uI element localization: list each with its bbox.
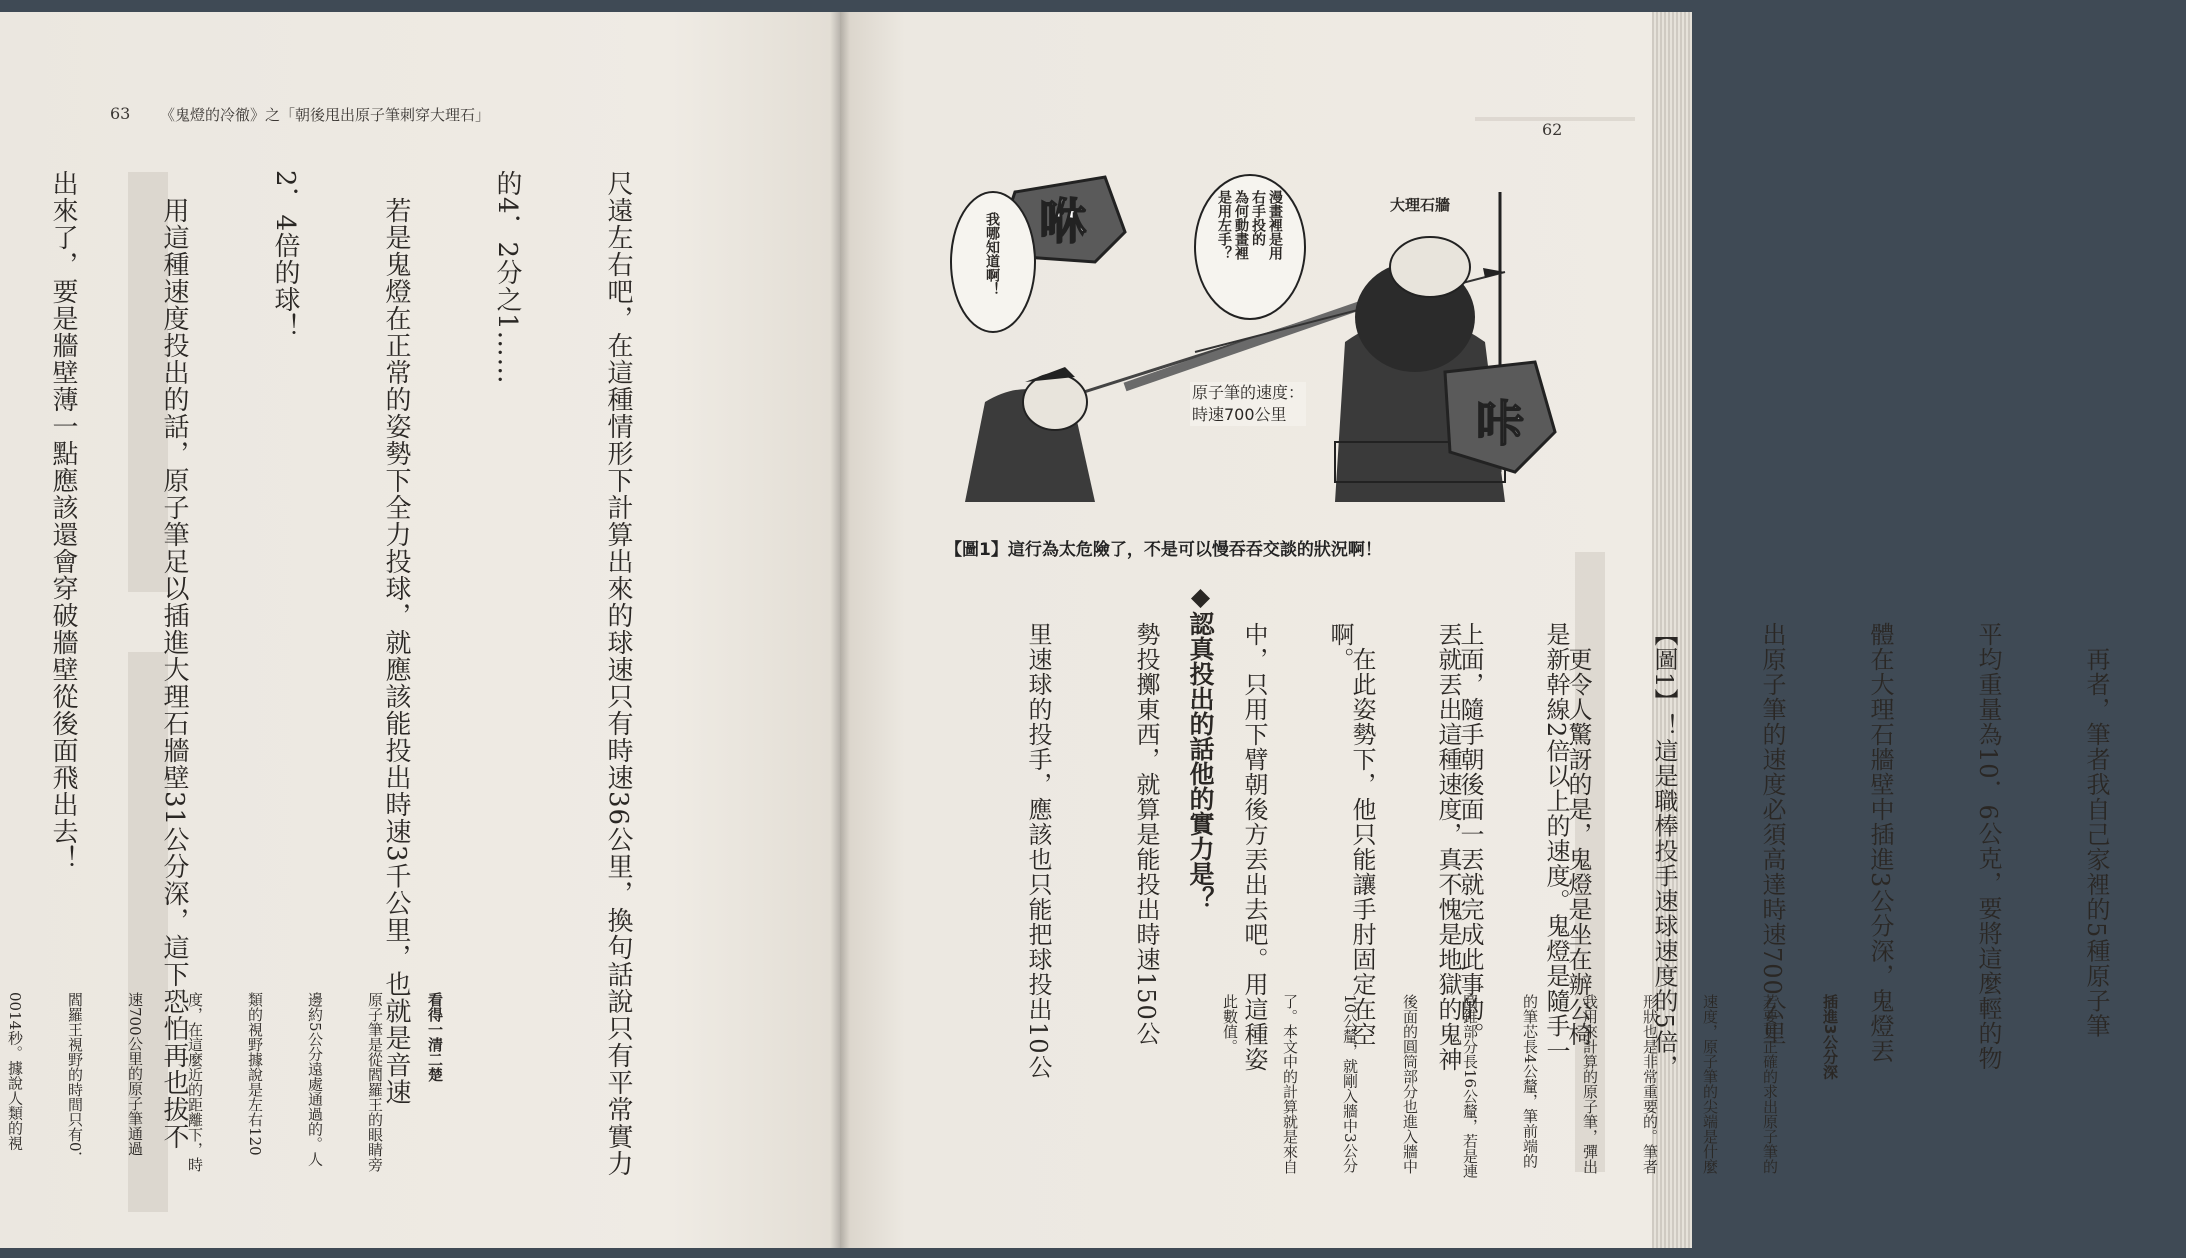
- note-line: 度，在這麼近的距離下，時: [186, 992, 204, 1172]
- text-line: 上面，隨手朝後面一丟就完成此事的。: [1456, 622, 1484, 1047]
- sfx-text-1: 咻: [1038, 194, 1088, 250]
- note-title: 看得一清二楚: [426, 992, 444, 1082]
- label-pen-speed-line: 原子筆的速度：: [1192, 383, 1305, 402]
- note-line: 閻羅王視野的時間只有0．: [66, 992, 84, 1167]
- text-line: 更令人驚訝的是，鬼燈是坐在辦公椅: [1564, 622, 1592, 1047]
- text-line: 出原子筆的速度必須高達時速700公里: [1758, 622, 1786, 1046]
- text-line: 尺遠左右吧，在這種情形下計算出來的球速只有時速36公里，換句話說只有平常實力: [603, 170, 633, 1178]
- text-line: 的4．2分之1……: [492, 170, 522, 385]
- text-line: 【圖1】！這是職棒投手速球速度的5倍，: [1650, 622, 1678, 1080]
- note-line: 的筆芯長4公釐，筆前端的: [1521, 994, 1539, 1169]
- note-title: 插進3公分深: [1821, 994, 1839, 1080]
- figure-caption: 【圖1】這行為太危險了，不是可以慢吞吞交談的狀況啊！: [945, 540, 1382, 560]
- section-heading: ◆認真投出的話他的實力是？: [1186, 582, 1215, 911]
- enma-face: [1390, 237, 1470, 297]
- note-line: 形狀也是非常重要的。筆者: [1641, 994, 1659, 1174]
- text-line: 再者，筆者我自己家裡的5種原子筆: [2082, 622, 2110, 1039]
- note-line: 速700公里的原子筆通過: [126, 992, 144, 1156]
- text-line: 若是鬼燈在正常的姿勢下全力投球，就應該能投出時速3千公里，也就是音速: [381, 170, 411, 1106]
- note-line: 原子筆是從閻羅王的眼睛旁: [366, 992, 384, 1172]
- book-spread: [0, 12, 2110, 1248]
- label-pen-speed-line: 時速700公里: [1192, 405, 1287, 424]
- text-line: 平均重量為10．6公克，要將這麼輕的物: [1974, 622, 2002, 1071]
- side-note-left: [0, 992, 485, 1222]
- note-line: 後面的圓筒部分也進入牆中: [1401, 994, 1419, 1174]
- label-marble-wall: 大理石牆: [1390, 196, 1451, 214]
- bubble-text-left: 我哪知道啊！: [984, 212, 1000, 296]
- note-line: 類的視野據說是左右120: [246, 992, 264, 1156]
- bubble-line: 漫畫裡是用: [1267, 190, 1283, 260]
- note-line: 圓錐部分長16公釐，若是連: [1461, 994, 1479, 1179]
- page-number-left: 63: [110, 104, 131, 123]
- text-line: 體在大理石牆壁中插進3公分深，鬼燈丟: [1866, 622, 1894, 1064]
- text-line: 是新幹線2倍以上的速度。鬼燈是隨手一: [1542, 622, 1570, 1064]
- note-line: 我用來計算的原子筆，彈出: [1581, 994, 1599, 1174]
- text-line: 啊。: [1326, 622, 1354, 672]
- bleed-through-line: [1475, 117, 1635, 121]
- bubble-line: 為何動畫裡: [1233, 190, 1249, 260]
- note-line: 若要更正確的求出原子筆的: [1761, 994, 1779, 1174]
- hozuki-head: [1023, 374, 1087, 430]
- note-line: 10公釐，就剛入牆中3公分: [1341, 994, 1359, 1173]
- bubble-line: 是用左手？: [1216, 190, 1232, 260]
- left-page: [0, 12, 840, 1248]
- text-line: 里速球的投手，應該也只能把球投出10公: [1024, 622, 1052, 1080]
- note-line: 0014秒。據說人類的視: [6, 992, 24, 1151]
- figure-1-illustration: [945, 172, 1585, 532]
- sfx-text-2: 咔: [1475, 396, 1525, 452]
- running-head: 《鬼燈的冷徹》之「朝後甩出原子筆刺穿大理石」: [160, 106, 491, 124]
- note-line: 此數值。: [1221, 994, 1239, 1054]
- text-line: 2．4倍的球！: [270, 170, 300, 341]
- text-line: 出來了，要是牆壁薄一點應該還會穿破牆壁從後面飛出去！: [48, 170, 78, 872]
- page-number-right: 62: [1542, 120, 1563, 139]
- label-pen-speed: [1190, 382, 1306, 426]
- text-line: 勢投擲東西，就算是能投出時速150公: [1132, 622, 1160, 1046]
- text-line: 在此姿勢下，他只能讓手肘固定在空: [1348, 622, 1376, 1047]
- text-line: 用這種速度投出的話，原子筆足以插進大理石牆壁31公分深，這下恐怕再也拔不: [159, 170, 189, 1151]
- text-line: 中，只用下臂朝後方丟出去吧。用這種姿: [1240, 622, 1268, 1072]
- side-note-right: [1180, 994, 1880, 1224]
- note-line: 了。本文中的計算就是來自: [1281, 994, 1299, 1174]
- bubble-line: 右手投的: [1250, 190, 1266, 246]
- book-gutter: [830, 12, 850, 1248]
- note-line: 邊約5公分遠處通過的。人: [306, 992, 324, 1167]
- note-line: 速度，原子筆的尖端是什麼: [1701, 994, 1719, 1174]
- bubble-text-right: [1215, 190, 1283, 310]
- text-line: 丟就丟出這種速度，真不愧是地獄的鬼神: [1434, 622, 1462, 1072]
